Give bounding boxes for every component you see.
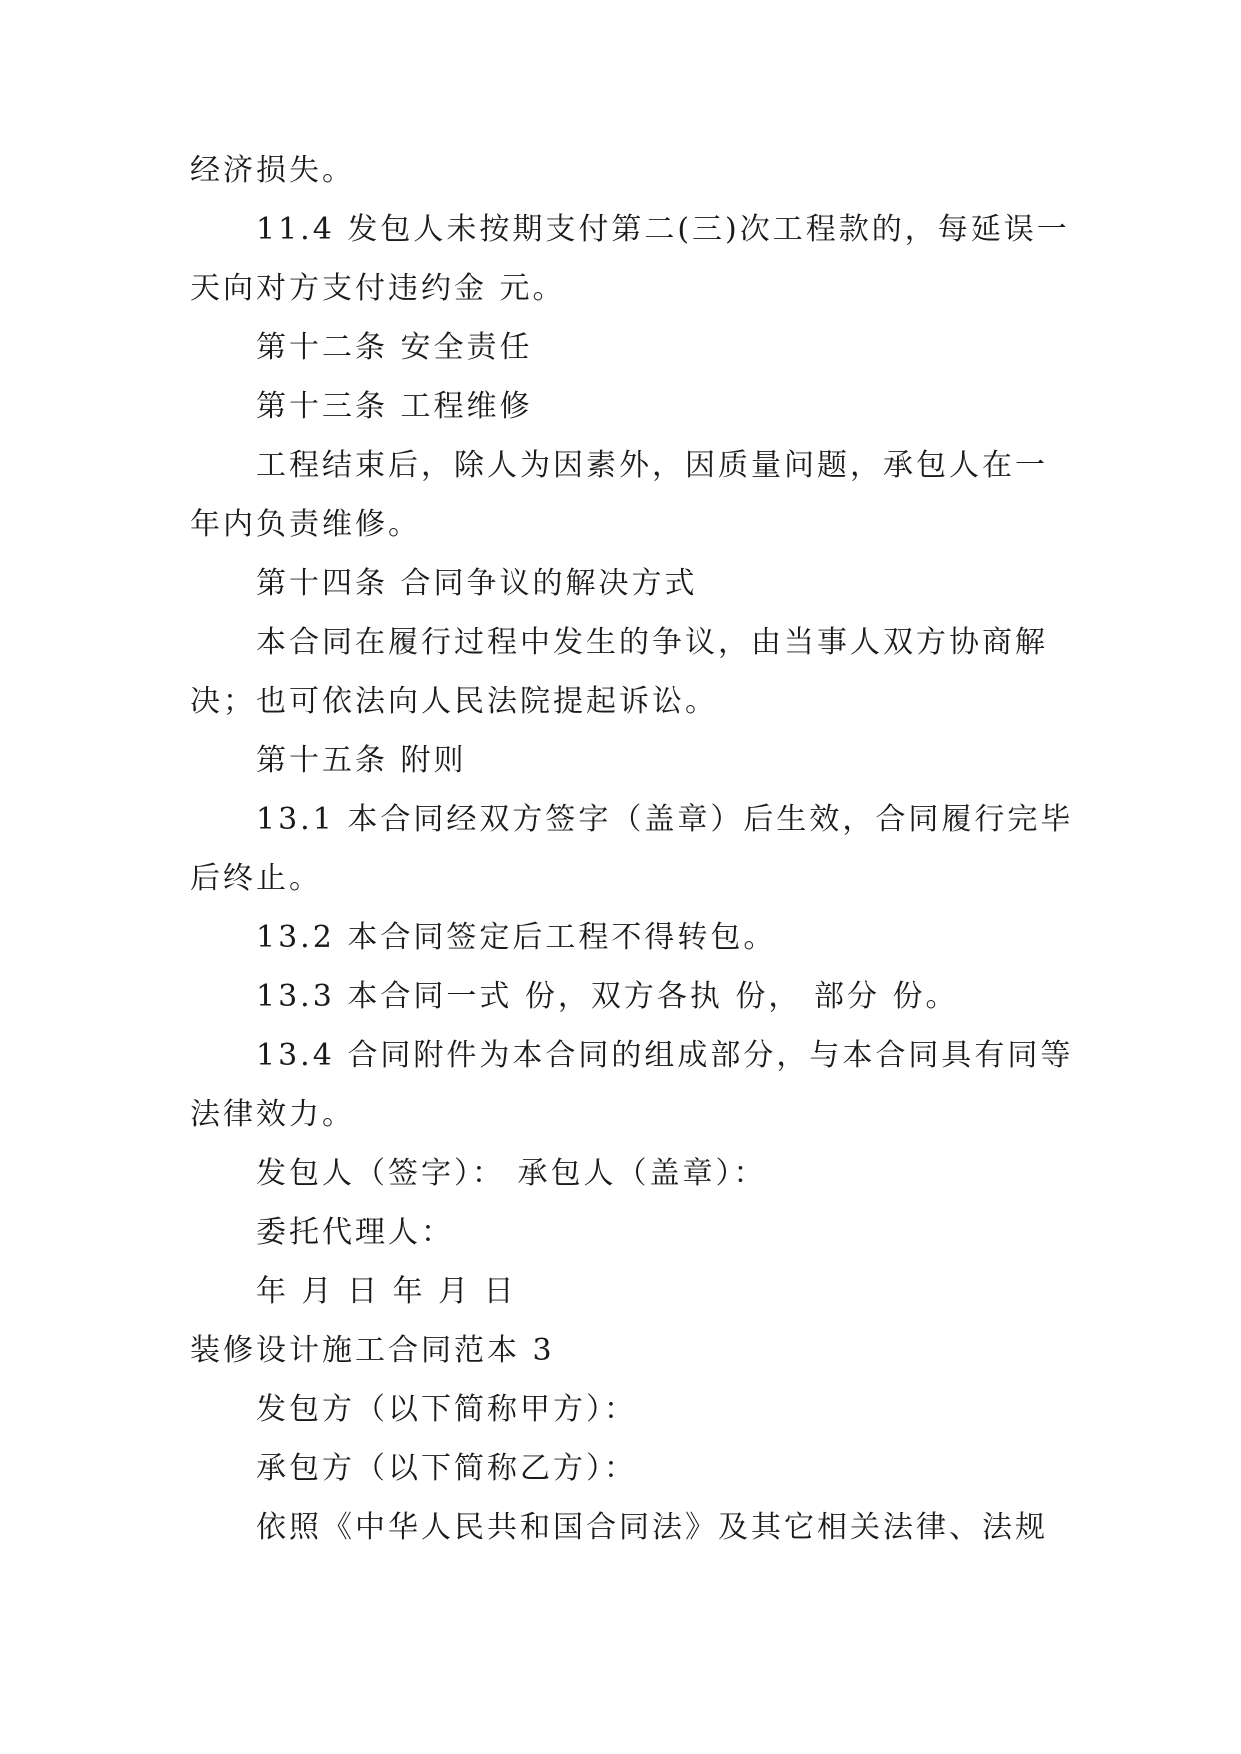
article-15-heading: 第十五条 附则	[256, 743, 467, 778]
clause-13-1: 13.1 本合同经双方签字（盖章）后生效，合同履行完毕	[256, 802, 1074, 837]
text-line: 决；也可依法向人民法院提起诉讼。	[190, 684, 718, 719]
text-line: 后终止。	[190, 861, 322, 896]
clause-13-2: 13.2 本合同签定后工程不得转包。	[256, 920, 777, 955]
clause-13-4: 13.4 合同附件为本合同的组成部分，与本合同具有同等	[256, 1038, 1074, 1073]
paragraph-start: 依照《中华人民共和国合同法》及其它相关法律、法规	[256, 1510, 1048, 1545]
paragraph-start: 本合同在履行过程中发生的争议，由当事人双方协商解	[256, 625, 1048, 660]
paragraph-start: 工程结束后，除人为因素外，因质量问题，承包人在一	[256, 448, 1048, 483]
clause-13-3: 13.3 本合同一式 份，双方各执 份， 部分 份。	[256, 979, 959, 1014]
document-body	[190, 153, 1074, 1572]
party-a-line: 发包方（以下简称甲方）：	[256, 1392, 637, 1427]
signature-parties: 发包人（签字）： 承包人（盖章）：	[256, 1156, 767, 1191]
clause-11-4: 11.4 发包人未按期支付第二(三)次工程款的，每延误一	[256, 212, 1070, 247]
article-12-heading: 第十二条 安全责任	[256, 330, 533, 365]
article-14-heading: 第十四条 合同争议的解决方式	[256, 566, 698, 601]
text-line: 法律效力。	[190, 1097, 355, 1132]
date-line: 年 月 日 年 月 日	[256, 1274, 517, 1309]
text-line: 年内负责维修。	[190, 507, 421, 542]
section-title: 装修设计施工合同范本 3	[190, 1333, 555, 1368]
article-13-heading: 第十三条 工程维修	[256, 389, 533, 424]
agent-line: 委托代理人：	[256, 1215, 454, 1250]
text-line: 经济损失。	[190, 153, 355, 188]
party-b-line: 承包方（以下简称乙方）：	[256, 1451, 637, 1486]
text-line: 天向对方支付违约金 元。	[190, 271, 566, 306]
